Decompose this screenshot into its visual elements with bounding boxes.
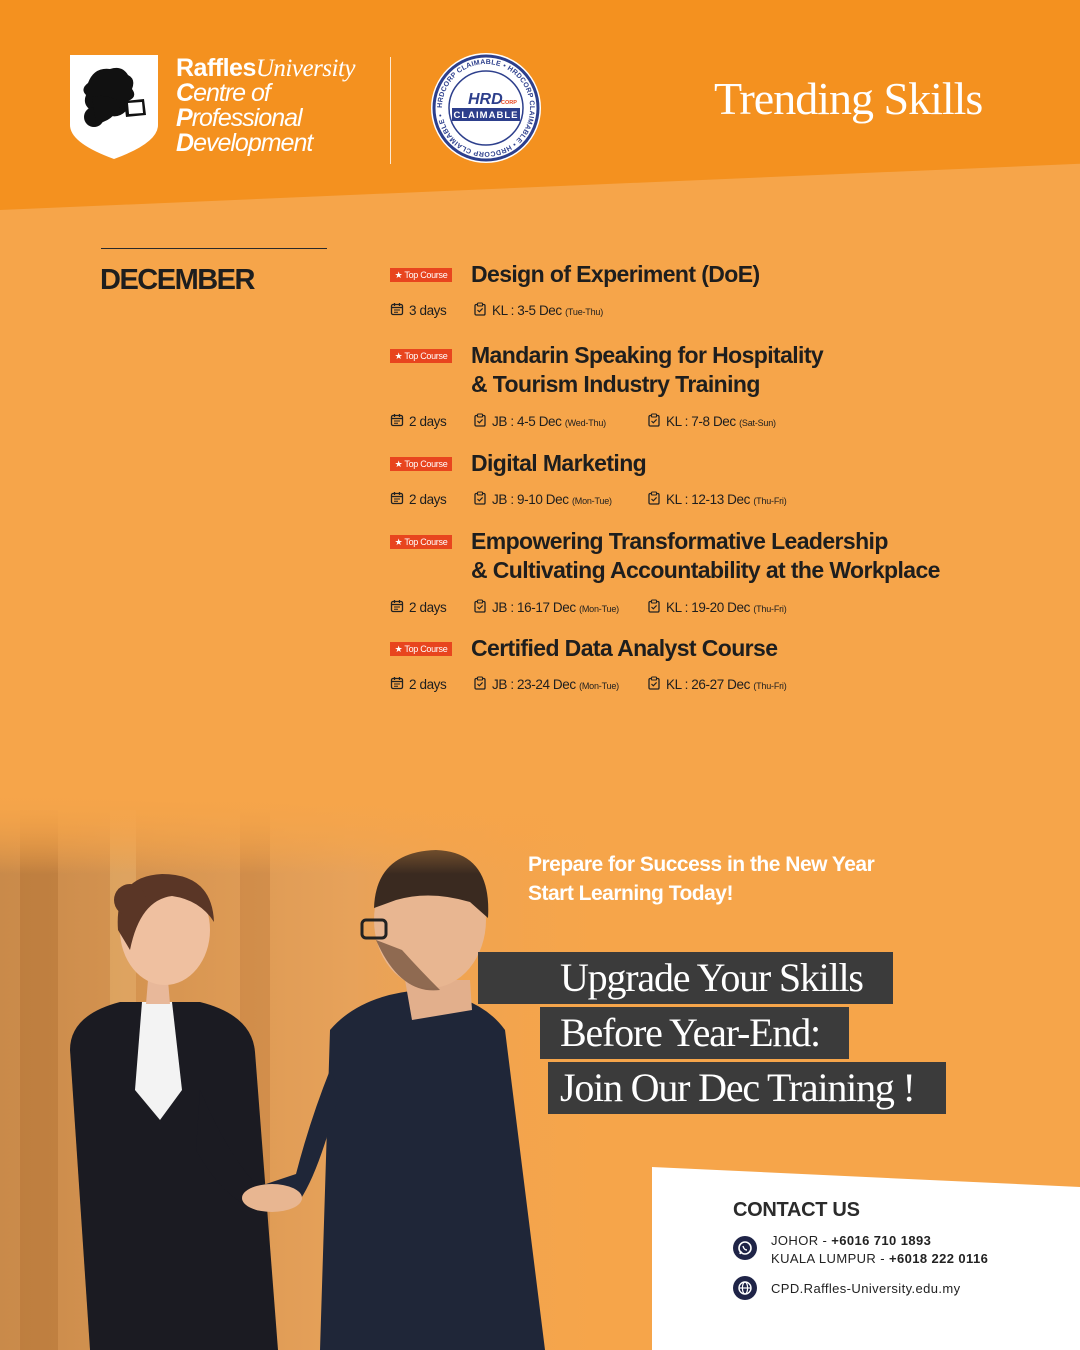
session-days: (Mon-Tue) bbox=[571, 496, 612, 506]
session-location: KL bbox=[666, 414, 682, 429]
calendar-icon bbox=[390, 491, 404, 508]
session-jb: JB : 16-17 Dec (Mon-Tue) bbox=[473, 599, 619, 616]
clipboard-icon bbox=[647, 676, 661, 693]
promo-subheading bbox=[528, 850, 874, 908]
course-duration bbox=[390, 599, 446, 616]
top-course-label: Top Course bbox=[404, 270, 448, 280]
header-divider bbox=[390, 57, 391, 164]
badge-claimable: CLAIMABLE bbox=[453, 110, 519, 121]
headline-line-2: Before Year-End: bbox=[540, 1007, 849, 1059]
calendar-icon bbox=[390, 413, 404, 430]
session-days: (Wed-Thu) bbox=[564, 418, 606, 428]
session-dates: 4-5 Dec bbox=[517, 414, 562, 429]
top-course-label: Top Course bbox=[404, 351, 448, 361]
star-icon: ★ bbox=[394, 459, 405, 469]
promo-line-1: Prepare for Success in the New Year bbox=[528, 853, 875, 876]
brand-c: C bbox=[176, 79, 194, 107]
session-location: KL bbox=[492, 303, 508, 318]
badge-hrd: HRD bbox=[468, 91, 503, 108]
session-location: JB bbox=[492, 600, 507, 615]
session-dates: 12-13 Dec bbox=[691, 492, 750, 507]
session-location: KL bbox=[666, 492, 682, 507]
course-title-line-2: & Cultivating Accountability at the Workplace bbox=[471, 557, 940, 583]
headline-line-1: Upgrade Your Skills bbox=[478, 952, 893, 1004]
session-jb: JB : 23-24 Dec (Mon-Tue) bbox=[473, 676, 619, 693]
session-location: KL bbox=[666, 600, 682, 615]
session-dates: 16-17 Dec bbox=[517, 600, 576, 615]
clipboard-icon bbox=[647, 491, 661, 508]
clipboard-icon bbox=[473, 302, 487, 319]
course-title bbox=[471, 341, 823, 399]
calendar-icon bbox=[390, 302, 404, 319]
course-title-line-1: Certified Data Analyst Course bbox=[471, 635, 778, 661]
session-jb: JB : 4-5 Dec (Wed-Thu) bbox=[473, 413, 606, 430]
course-title-line-2: & Tourism Industry Training bbox=[471, 371, 760, 397]
headline-line-3: Join Our Dec Training ! bbox=[548, 1062, 946, 1114]
top-course-tag bbox=[390, 349, 452, 363]
top-course-tag bbox=[390, 642, 452, 656]
brand-centre-of: entre of bbox=[193, 79, 270, 107]
course-title-line-1: Design of Experiment (DoE) bbox=[471, 261, 760, 287]
duration-text: 2 days bbox=[409, 600, 447, 615]
brand-university: University bbox=[255, 55, 356, 82]
raffles-lion-shield-logo bbox=[68, 53, 160, 161]
course-title bbox=[471, 260, 760, 289]
session-kl: KL : 12-13 Dec (Thu-Fri) bbox=[647, 491, 787, 508]
session-days: (Mon-Tue) bbox=[579, 604, 619, 614]
session-jb: JB : 9-10 Dec (Mon-Tue) bbox=[473, 491, 612, 508]
session-dates: 7-8 Dec bbox=[691, 414, 736, 429]
star-icon: ★ bbox=[394, 270, 405, 280]
course-duration bbox=[390, 302, 446, 319]
brand-raffles: Raffles bbox=[176, 54, 256, 82]
kl-label: KUALA LUMPUR - bbox=[771, 1251, 889, 1266]
session-days: (Thu-Fri) bbox=[753, 496, 787, 506]
calendar-icon bbox=[390, 599, 404, 616]
session-location: JB bbox=[492, 677, 507, 692]
course-title bbox=[471, 634, 777, 663]
badge-ring-text: HRDCORP CLAIMABLE • HRDCORP CLAIMABLE • HRDCORP CLAIMABLE • bbox=[436, 58, 536, 158]
top-course-label: Top Course bbox=[404, 537, 448, 547]
session-dates: 3-5 Dec bbox=[517, 303, 562, 318]
session-dates: 23-24 Dec bbox=[517, 677, 576, 692]
session-location: KL bbox=[666, 677, 682, 692]
session-location: JB bbox=[492, 492, 507, 507]
clipboard-icon bbox=[473, 676, 487, 693]
course-title-line-1: Mandarin Speaking for Hospitality bbox=[471, 342, 824, 368]
course-title-line-1: Empowering Transformative Leadership bbox=[471, 528, 888, 554]
session-days: (Mon-Tue) bbox=[579, 681, 619, 691]
session-kl: KL : 3-5 Dec (Tue-Thu) bbox=[473, 302, 603, 319]
brand-p: P bbox=[176, 104, 192, 132]
clipboard-icon bbox=[647, 599, 661, 616]
brand-wordmark bbox=[176, 56, 355, 156]
session-location: JB bbox=[492, 414, 507, 429]
session-days: (Sat-Sun) bbox=[739, 418, 776, 428]
top-course-tag bbox=[390, 457, 452, 471]
course-duration bbox=[390, 491, 446, 508]
top-course-label: Top Course bbox=[404, 459, 448, 469]
contact-kl[interactable] bbox=[771, 1251, 988, 1266]
session-kl: KL : 7-8 Dec (Sat-Sun) bbox=[647, 413, 776, 430]
hrdcorp-claimable-badge bbox=[430, 52, 542, 164]
top-course-tag bbox=[390, 268, 452, 282]
duration-text: 3 days bbox=[409, 303, 447, 318]
session-days: (Thu-Fri) bbox=[753, 604, 787, 614]
duration-text: 2 days bbox=[409, 414, 447, 429]
brand-development: evelopment bbox=[193, 129, 313, 157]
duration-text: 2 days bbox=[409, 492, 447, 507]
badge-corp: CORP bbox=[501, 100, 517, 106]
session-days: (Thu-Fri) bbox=[753, 681, 787, 691]
duration-text: 2 days bbox=[409, 677, 447, 692]
session-dates: 9-10 Dec bbox=[517, 492, 569, 507]
clipboard-icon bbox=[647, 413, 661, 430]
trending-skills-heading: Trending Skills bbox=[714, 73, 983, 124]
johor-phone[interactable]: +6016 710 1893 bbox=[831, 1233, 932, 1248]
session-days: (Tue-Thu) bbox=[565, 307, 603, 317]
whatsapp-icon bbox=[733, 1236, 757, 1260]
month-rule bbox=[101, 248, 327, 249]
course-title bbox=[471, 527, 940, 585]
course-title bbox=[471, 449, 646, 478]
session-dates: 26-27 Dec bbox=[691, 677, 750, 692]
calendar-icon bbox=[390, 676, 404, 693]
course-title-line-1: Digital Marketing bbox=[471, 450, 647, 476]
brand-professional: rofessional bbox=[191, 104, 302, 132]
course-duration bbox=[390, 676, 446, 693]
star-icon: ★ bbox=[394, 644, 405, 654]
course-duration bbox=[390, 413, 446, 430]
session-kl: KL : 19-20 Dec (Thu-Fri) bbox=[647, 599, 787, 616]
kl-phone[interactable]: +6018 222 0116 bbox=[888, 1251, 989, 1266]
contact-johor[interactable] bbox=[771, 1233, 931, 1248]
star-icon: ★ bbox=[394, 537, 405, 547]
promo-line-2: Start Learning Today! bbox=[528, 882, 733, 905]
brand-d: D bbox=[176, 129, 194, 157]
session-kl: KL : 26-27 Dec (Thu-Fri) bbox=[647, 676, 787, 693]
clipboard-icon bbox=[473, 413, 487, 430]
top-course-label: Top Course bbox=[404, 644, 448, 654]
johor-label: JOHOR - bbox=[771, 1233, 832, 1248]
month-heading: DECEMBER bbox=[100, 264, 254, 296]
contact-title: CONTACT US bbox=[733, 1199, 860, 1221]
clipboard-icon bbox=[473, 599, 487, 616]
top-course-tag bbox=[390, 535, 452, 549]
website-link[interactable]: CPD.Raffles-University.edu.my bbox=[771, 1281, 961, 1296]
globe-icon bbox=[733, 1276, 757, 1300]
session-dates: 19-20 Dec bbox=[691, 600, 750, 615]
clipboard-icon bbox=[473, 491, 487, 508]
star-icon: ★ bbox=[394, 351, 405, 361]
